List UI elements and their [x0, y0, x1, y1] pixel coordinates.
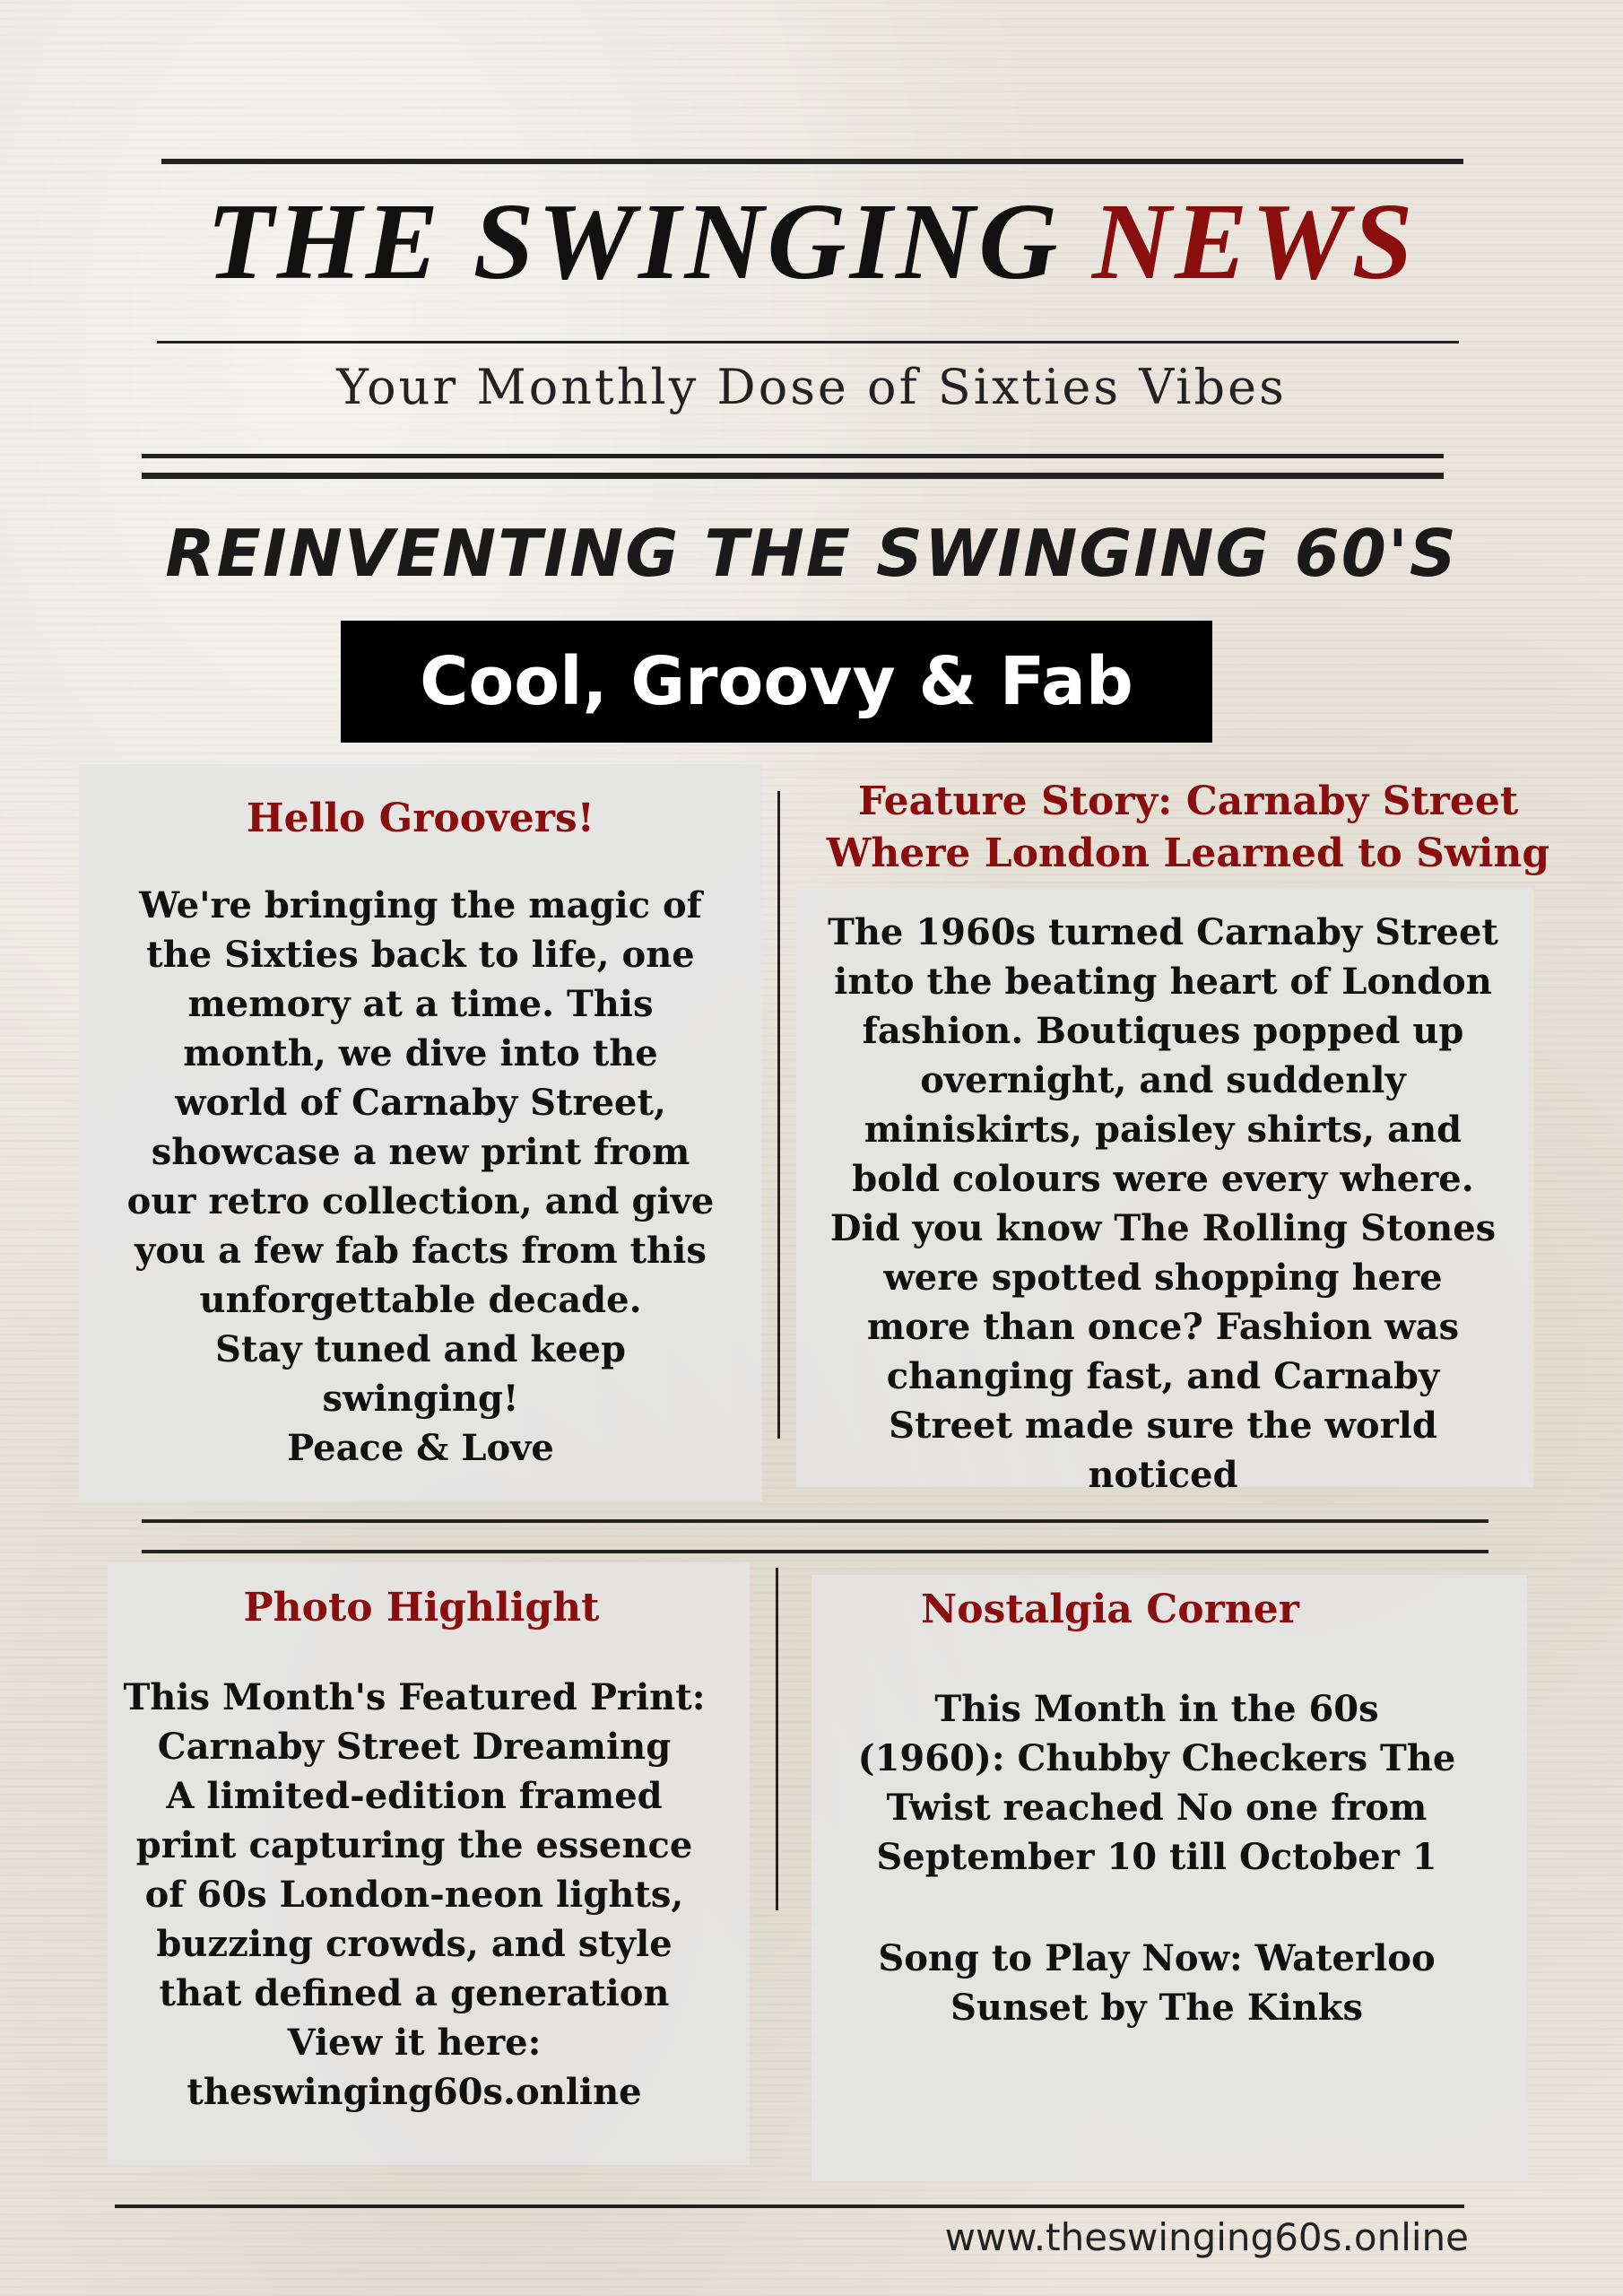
photo-line: This Month's Featured Print: — [123, 1676, 706, 1718]
photo-line: of 60s London-neon lights, — [144, 1874, 684, 1916]
photo-line: A limited-edition framed — [166, 1775, 663, 1817]
nostalgia-line: Twist reached No one from — [886, 1787, 1428, 1829]
masthead-title-main: THE SWINGING — [206, 181, 1092, 302]
feature-line: Street made sure the world — [889, 1405, 1437, 1447]
masthead-double-rule-1 — [142, 454, 1444, 458]
photo-body — [100, 1673, 728, 2117]
hello-line: swinging! — [322, 1378, 519, 1420]
mid-double-rule-2 — [142, 1550, 1488, 1553]
footer-rule — [115, 2205, 1464, 2208]
nostalgia-body-a — [812, 1684, 1502, 1882]
hello-panel — [79, 764, 762, 1501]
hello-line: Peace & Love — [287, 1427, 554, 1469]
hello-body — [79, 881, 762, 1473]
tagline: Your Monthly Dose of Sixties Vibes — [336, 359, 1287, 415]
photo-title: Photo Highlight — [243, 1585, 600, 1631]
masthead-title — [0, 179, 1623, 305]
nostalgia-body-b — [812, 1934, 1502, 2032]
photo-line: buzzing crowds, and style — [156, 1923, 673, 1965]
feature-line: The 1960s turned Carnaby Street — [828, 911, 1498, 953]
nostalgia-line: (1960): Chubby Checkers The — [857, 1737, 1456, 1779]
hello-line: world of Carnaby Street, — [175, 1082, 666, 1124]
hello-line: you a few fab facts from this — [135, 1230, 707, 1272]
masthead-mid-rule — [157, 341, 1459, 344]
hello-line: memory at a time. This — [187, 983, 654, 1025]
photo-line: View it here: — [287, 2022, 542, 2064]
feature-line: were spotted shopping here — [883, 1257, 1443, 1299]
feature-line: miniskirts, paisley shirts, and — [864, 1109, 1462, 1151]
photo-line: print capturing the essence — [135, 1824, 693, 1866]
feature-title-line-2: Where London Learned to Swing — [826, 831, 1550, 876]
hello-title: Hello Groovers! — [247, 796, 595, 841]
feature-title — [807, 776, 1569, 880]
footer-url[interactable]: www.theswinging60s.online — [944, 2215, 1469, 2259]
mid-double-rule-1 — [142, 1519, 1488, 1523]
hello-line: the Sixties back to life, one — [146, 934, 695, 976]
hello-line: Stay tuned and keep — [215, 1328, 626, 1370]
column-divider-top — [777, 791, 780, 1439]
hello-line: We're bringing the magic of — [139, 884, 702, 926]
feature-line: overnight, and suddenly — [920, 1059, 1406, 1101]
nostalgia-panel — [812, 1575, 1527, 2181]
feature-body — [800, 908, 1526, 1500]
headline: REINVENTING THE SWINGING 60'S — [165, 516, 1458, 591]
column-divider-bottom — [776, 1568, 778, 1910]
feature-line: into the beating heart of London — [834, 961, 1492, 1003]
feature-line: Did you know The Rolling Stones — [829, 1207, 1497, 1249]
hello-line: showcase a new print from — [151, 1131, 690, 1173]
feature-line: fashion. Boutiques popped up — [862, 1010, 1464, 1052]
masthead-title-accent: NEWS — [1091, 181, 1417, 302]
nostalgia-line: Song to Play Now: Waterloo — [878, 1937, 1436, 1979]
feature-line: more than once? Fashion was — [866, 1306, 1460, 1348]
feature-line: noticed — [1088, 1454, 1238, 1496]
hello-line: our retro collection, and give — [126, 1180, 715, 1222]
photo-line: Carnaby Street Dreaming — [157, 1726, 672, 1768]
hello-line: unforgettable decade. — [199, 1279, 642, 1321]
nostalgia-line: Sunset by The Kinks — [950, 1987, 1364, 2029]
nostalgia-title: Nostalgia Corner — [921, 1587, 1299, 1632]
nostalgia-line: This Month in the 60s — [934, 1688, 1379, 1730]
banner: Cool, Groovy & Fab — [341, 621, 1212, 743]
hello-line: month, we dive into the — [183, 1032, 658, 1074]
feature-title-line-1: Feature Story: Carnaby Street — [857, 778, 1519, 824]
masthead-top-rule — [161, 159, 1463, 164]
masthead-double-rule-2 — [142, 473, 1444, 479]
feature-line: bold colours were every where. — [852, 1158, 1474, 1200]
photo-line: that defined a generation — [159, 1972, 670, 2014]
nostalgia-line: September 10 till October 1 — [876, 1836, 1437, 1878]
feature-line: changing fast, and Carnaby — [886, 1355, 1440, 1397]
photo-line: theswinging60s.online — [187, 2071, 642, 2113]
